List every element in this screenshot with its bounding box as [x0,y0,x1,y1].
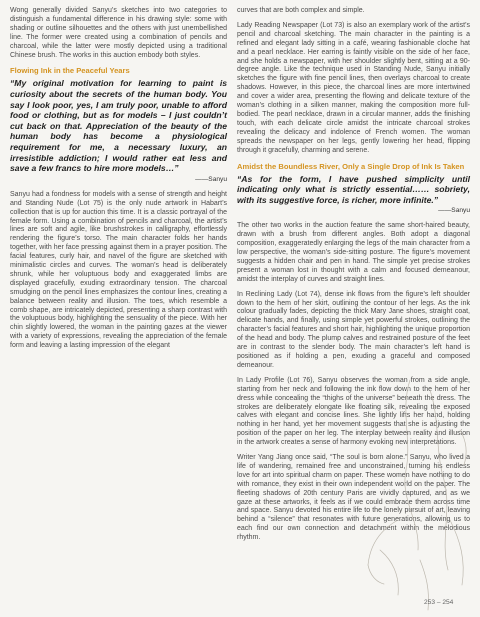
section-heading: Amidst the Boundless River, Only a Single Drop of Ink Is Taken [237,161,465,171]
right-column [237,7,470,549]
body-paragraph: curves that are both complex and simple. [237,7,365,14]
body-paragraph: In Lady Profile (Lot 76), Sanyu observes the woman from a side angle, starting from her neck and following the ink flow down to the hem of her dress while concealing the “thighs of the universe” beneath the dress. The strokes are deliberately elongate like floating silk, revealing the exposed calves with elegant and concise lines. She lightly lifts her hand, holding nothing in her hand, yet her movement suggests that she is adjusting the position of the paper on her leg. The interplay between reality and illusion in the artwork creates a sense of harmony evoking new interpretations. [237,376,470,447]
quote-attribution: ——Sanyu [438,207,470,215]
body-paragraph: Sanyu had a fondness for models with a sense of strength and height and Standing Nude (Lot 75) is the only nude artwork in Habart’s collection that is up for auction this time. It is a classic portrayal of the female form. Using a combination of pencils and charcoal, the artist’s lines are soft and agile, like brushstrokes in calligraphy, effortlessly rendering the figure’s torso. The main character folds her hands together, with her face pressing against them in a prayer position. The facial features, curly hair, and navel of the figure are sketched with minimalistic circles and curves. The woman’s head is deliberately shrunk, while her voluptuous body and exaggerated limbs are displayed gracefully, exuding extraordinary tension. The charcoal smudging on the pencil lines emphasizes the contour lines, creating a balance between reality and illusion. The toes, which resemble a comb shape, are intricately depicted, presenting a sharp contrast with the voluptuous body, highlighting the sensuality of the piece. With her chin slightly lowered, the woman in the painting gazes at the viewer with a variety of expressions, revealing the appreciation of the female form and leaving a lasting impression of the elegant [10,190,227,350]
body-paragraph: The other two works in the auction feature the same short-haired beauty, drawn with a brush from different angles. Both adopt a diagonal composition, exaggeratedly enlarging the legs of the main character from a low perspective, the woman’s side-sitting posture. The figure’s movement suggests a hidden chair and pen in hand. The simple yet precise strokes present a woman lost in thought with a calm and focused demeanour, amidst the interplay of curves and straight lines. [237,222,470,283]
intro-paragraph: Wong generally divided Sanyu’s sketches into two categories to distinguish a fundamental difference in his drawing style: some with shading or outline silhouettes and the others with just unembellished line. The former were created using a combination of pencils and charcoal, while the latter were mostly depicted using a traditional Chinese brush. The works in this auction embody both styles. [10,7,227,59]
pull-quote: “My original motivation for learning to paint is curiosity about the secrets of the human body. You say I look poor, yes, I am truly poor, unable to afford food or clothing, but as for models – I just couldn’t cut back on that. Appreciation of the beauty of the human body has become a physiological requirement for me, a necessary luxury, an irresistible addiction; I would rather eat less and save a few francs to hire more models…” [10,78,227,174]
body-paragraph: Lady Reading Newspaper (Lot 73) is also an exemplary work of the artist’s pencil and charcoal sketching. The main character in the painting is a refined and elegant lady sitting in a café, wearing fashionable cloche hat and a pearl necklace. Her earring is faintly visible on the side of her face, and she holds a newspaper, with her shoulder slightly bent, sitting at a 90-degree angle. Like the technique used in Standing Nude, Sanyu initially sketches the figure with fine pencil lines, then overlays charcoal to create shadows. However, in this piece, the charcoal lines are more intertwined and cover a wider area, presenting the flowing and delicate texture of the woman’s clothing in a silken manner, making the composition more full-bodied. The pearl necklace, drawn in a circular manner, adds the finishing touch, with each delicate circle amidst the intricate charcoal strokes revealing the delicacy and indolence of French women. The woman spreads the newspaper on her legs, gently lowering her head, flipping through it gracefully, charming and serene. [237,21,470,154]
page-numbers: 253 – 254 [424,599,454,606]
left-column [10,7,227,357]
section-heading: Flowing Ink in the Peaceful Years [10,66,130,76]
quote-attribution: ——Sanyu [195,175,227,183]
pull-quote: “As for the form, I have pushed simplicity until indicating only what is strictly essential…… sobriety, with its suggestive force, is richer, more infinite.” [237,173,470,205]
body-paragraph: Writer Yang Jiang once said, “The soul is born alone.” Sanyu, who lived a life of wandering, remained free and unconstrained, turning his endless love for art into spiritual charm on paper. These women have nothing to do with romance, they exist in their own independent world on the paper. The fleeting shadows of 20th century Paris are vividly captured, and as we gaze at these artworks, it feels as if we could embrace them across time and space. Sanyu devoted his entire life to the lonely pursuit of art, leaving behind a “silence” that resonates with future generations, allowing us to each find our own connection and detachment within the melodious rhythm. [237,454,470,542]
body-paragraph: In Reclining Lady (Lot 74), dense ink flows from the figure’s left shoulder down to the hem of her skirt, outlining the contour of her legs. As the ink colour gradually fades, depicting the thick Mary Jane shoes, straight coat, delicate hands, and finally, using simple yet powerful strokes, outlining the character’s facial features and short hair, highlighting the unique proportion of the head and body. The plump calves and restrained posture of the feet are in contrast to the slender body. The main character’s left hand is positioned as if holding a pen, exuding a graceful and composed demeanour. [237,290,470,369]
